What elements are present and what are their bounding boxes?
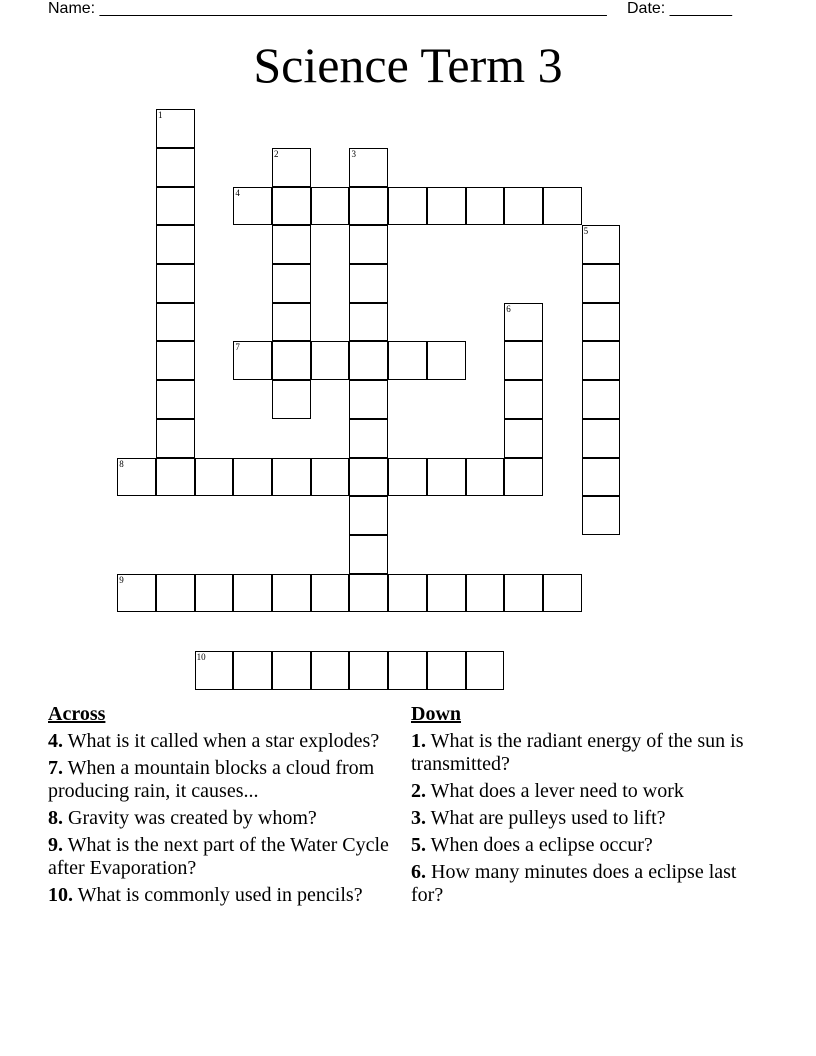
grid-cell[interactable] [388, 341, 427, 380]
grid-cell[interactable] [504, 187, 543, 226]
grid-cell[interactable] [272, 651, 311, 690]
grid-cell[interactable] [388, 458, 427, 497]
grid-cell[interactable] [156, 458, 195, 497]
clue-number: 4. [48, 730, 63, 752]
clue-number-label: 7 [235, 342, 240, 353]
grid-cell[interactable] [156, 225, 195, 264]
clue-number: 3. [411, 807, 426, 829]
grid-cell[interactable] [311, 341, 350, 380]
grid-cell[interactable] [582, 419, 621, 458]
clue-number-label: 4 [235, 187, 240, 198]
clue-text: When does a eclipse occur? [426, 834, 653, 856]
grid-cell[interactable] [156, 574, 195, 613]
grid-cell[interactable] [427, 651, 466, 690]
grid-cell[interactable] [504, 341, 543, 380]
grid-cell[interactable] [233, 574, 272, 613]
grid-cell[interactable] [272, 264, 311, 303]
grid-cell[interactable] [504, 303, 543, 342]
clue-number: 10. [48, 884, 73, 906]
grid-cell[interactable] [543, 574, 582, 613]
clue-across [48, 807, 398, 830]
grid-cell[interactable] [582, 225, 621, 264]
down-clues [411, 703, 751, 911]
grid-cell[interactable] [388, 574, 427, 613]
clue-number: 8. [48, 807, 63, 829]
clue-text: Gravity was created by whom? [63, 807, 317, 829]
grid-cell[interactable] [582, 496, 621, 535]
grid-cell[interactable] [582, 303, 621, 342]
grid-cell[interactable] [195, 458, 234, 497]
grid-cell[interactable] [156, 187, 195, 226]
clue-number: 5. [411, 834, 426, 856]
clue-across [48, 884, 398, 907]
clue-number-label: 6 [506, 303, 511, 314]
grid-cell[interactable] [582, 341, 621, 380]
grid-cell[interactable] [349, 458, 388, 497]
grid-cell[interactable] [156, 419, 195, 458]
grid-cell[interactable] [388, 187, 427, 226]
grid-cell[interactable] [466, 187, 505, 226]
grid-cell[interactable] [272, 341, 311, 380]
grid-cell[interactable] [195, 651, 234, 690]
grid-cell[interactable] [466, 651, 505, 690]
grid-cell[interactable] [349, 264, 388, 303]
grid-cell[interactable] [466, 574, 505, 613]
clue-number: 1. [411, 730, 426, 752]
clue-text: What is commonly used in pencils? [73, 884, 363, 906]
clue-number-label: 1 [157, 110, 163, 121]
clue-number: 7. [48, 757, 63, 779]
clue-across [48, 834, 398, 880]
grid-cell[interactable] [504, 574, 543, 613]
grid-cell[interactable] [427, 341, 466, 380]
grid-cell[interactable] [311, 458, 350, 497]
grid-cell[interactable] [272, 148, 311, 187]
clue-number: 9. [48, 834, 63, 856]
clue-down [411, 807, 751, 830]
grid-cell[interactable] [272, 574, 311, 613]
clue-down [411, 780, 751, 803]
grid-cell[interactable] [156, 264, 195, 303]
grid-cell[interactable] [349, 380, 388, 419]
grid-cell[interactable] [582, 380, 621, 419]
clue-number: 6. [411, 861, 426, 883]
clue-number-label: 9 [119, 574, 124, 585]
clue-text: What is it called when a star explodes? [63, 730, 380, 752]
down-heading: Down [411, 703, 462, 725]
across-clues [48, 703, 398, 911]
grid-cell[interactable] [349, 496, 388, 535]
grid-cell[interactable] [156, 148, 195, 187]
grid-cell[interactable] [311, 651, 350, 690]
clue-number-label: 5 [583, 226, 589, 237]
grid-cell[interactable] [582, 264, 621, 303]
grid-cell[interactable] [117, 458, 156, 497]
grid-cell[interactable] [349, 574, 388, 613]
grid-cell[interactable] [427, 187, 466, 226]
page-title: Science Term 3 [253, 37, 563, 93]
clue-text: What is the radiant energy of the sun is transmitted? [411, 730, 744, 775]
grid-cell[interactable] [311, 574, 350, 613]
clue-down [411, 730, 751, 776]
date-field[interactable]: Date: _______ [627, 0, 732, 17]
clue-number: 2. [411, 780, 426, 802]
grid-cell[interactable] [349, 651, 388, 690]
grid-cell[interactable] [504, 419, 543, 458]
grid-cell[interactable] [233, 458, 272, 497]
clue-number-label: 8 [119, 458, 124, 469]
grid-cell[interactable] [195, 574, 234, 613]
grid-cell[interactable] [543, 187, 582, 226]
clue-text: How many minutes does a eclipse last for? [411, 861, 737, 906]
name-field[interactable]: Name: _________________________________________________________ [48, 0, 607, 17]
clue-down [411, 834, 751, 857]
grid-cell[interactable] [349, 419, 388, 458]
grid-cell[interactable] [504, 458, 543, 497]
grid-cell[interactable] [427, 458, 466, 497]
clue-text: When a mountain blocks a cloud from producing rain, it causes... [48, 757, 375, 802]
grid-cell[interactable] [388, 651, 427, 690]
grid-cell[interactable] [349, 341, 388, 380]
grid-cell[interactable] [466, 458, 505, 497]
clue-across [48, 730, 398, 753]
grid-cell[interactable] [272, 458, 311, 497]
grid-cell[interactable] [272, 380, 311, 419]
grid-cell[interactable] [272, 303, 311, 342]
clue-number-label: 3 [351, 148, 356, 159]
grid-cell[interactable] [233, 341, 272, 380]
grid-cell[interactable] [311, 187, 350, 226]
grid-cell[interactable] [156, 303, 195, 342]
grid-cell[interactable] [156, 109, 195, 148]
grid-cell[interactable] [156, 380, 195, 419]
clue-text: What are pulleys used to lift? [426, 807, 666, 829]
clue-down [411, 861, 751, 907]
grid-cell[interactable] [233, 651, 272, 690]
across-heading: Across [48, 703, 106, 725]
grid-cell[interactable] [156, 341, 195, 380]
grid-cell[interactable] [272, 225, 311, 264]
grid-cell[interactable] [582, 458, 621, 497]
grid-cell[interactable] [117, 574, 156, 613]
grid-cell[interactable] [349, 148, 388, 187]
grid-cell[interactable] [272, 187, 311, 226]
clue-number-label: 10 [196, 652, 206, 663]
grid-cell[interactable] [233, 187, 272, 226]
grid-cell[interactable] [349, 187, 388, 226]
clue-across [48, 757, 398, 803]
grid-cell[interactable] [504, 380, 543, 419]
grid-cell[interactable] [349, 303, 388, 342]
clue-text: What does a lever need to work [426, 780, 684, 802]
grid-cell[interactable] [349, 225, 388, 264]
grid-cell[interactable] [349, 535, 388, 574]
clue-text: What is the next part of the Water Cycle after Evaporation? [48, 834, 389, 879]
grid-cell[interactable] [427, 574, 466, 613]
clue-number-label: 2 [274, 148, 279, 159]
